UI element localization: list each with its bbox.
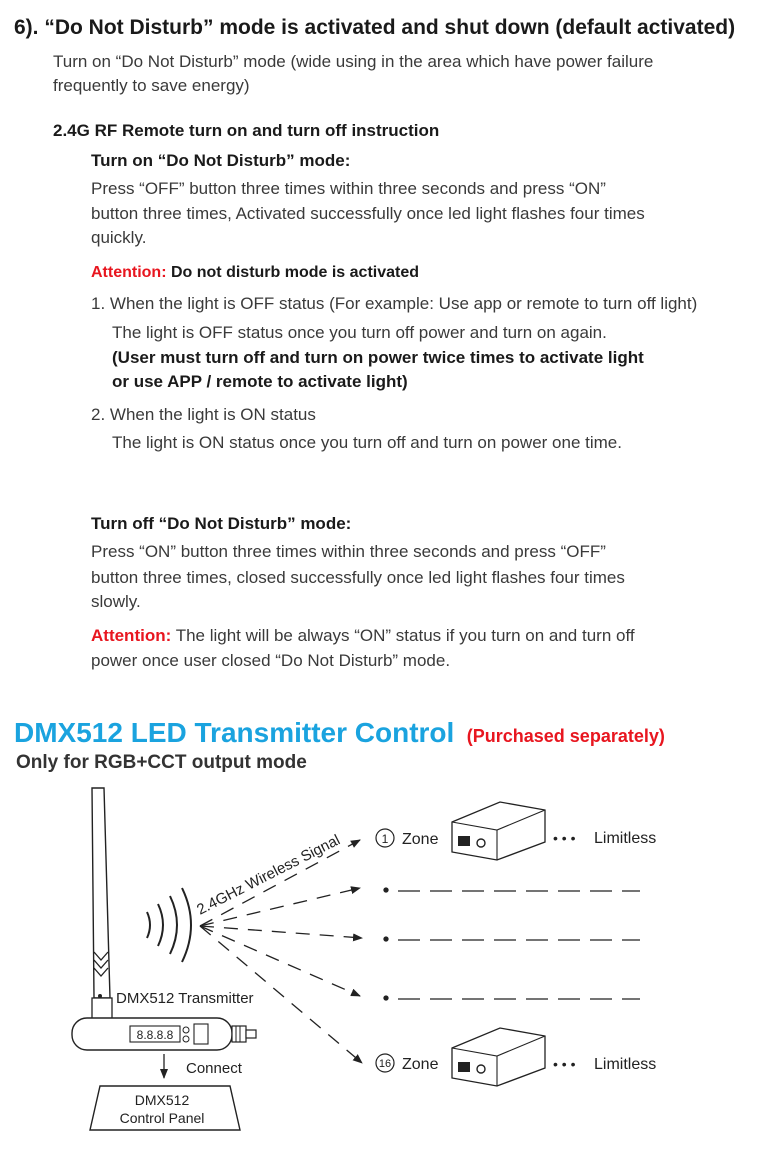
dmx-diagram: [0, 780, 757, 1155]
turn-on-line-2: button three times, Activated successfully once led light flashes four times: [91, 204, 645, 223]
receiver-box-icon: [452, 1028, 545, 1086]
zone-1-number: 1: [381, 832, 389, 846]
connect-label: Connect: [186, 1060, 242, 1077]
item-2-line-2: The light is ON status once you turn off and turn on power one time.: [112, 433, 622, 452]
rf-heading: 2.4G RF Remote turn on and turn off instruction: [53, 121, 440, 140]
turn-off-heading: Turn off “Do Not Disturb” mode:: [91, 514, 352, 533]
signal-label: 2.4GHz Wireless Signal: [194, 831, 343, 919]
intro-line-1: Turn on “Do Not Disturb” mode (wide using in the area which have power failure: [53, 52, 654, 71]
zone-placeholders: [384, 888, 640, 1000]
attention-2-line-1: The light will be always “ON” status if you turn on and turn off: [175, 626, 635, 645]
turn-off-line-3: slowly.: [91, 592, 141, 611]
attention-label: Attention:: [91, 626, 172, 645]
zone-16-number: 16: [378, 1058, 392, 1070]
turn-off-line-1: Press “ON” button three times within three seconds and press “OFF”: [91, 542, 606, 561]
intro-line-2: frequently to save energy): [53, 76, 250, 95]
turn-on-heading: Turn on “Do Not Disturb” mode:: [91, 151, 351, 170]
item-1-bold-1: (User must turn off and turn on power twice times to activate light: [112, 348, 644, 367]
transmitter-label: DMX512 Transmitter: [116, 990, 254, 1007]
transmitter-display: 8.8.8.8: [136, 1028, 174, 1042]
dots-1: • • •: [553, 830, 576, 846]
panel-line-2: Control Panel: [119, 1110, 205, 1126]
attention-1-text: Do not disturb mode is activated: [170, 264, 420, 281]
zone-16-label: Zone: [402, 1056, 439, 1073]
panel-line-1: DMX512: [134, 1092, 190, 1108]
limitless-16: Limitless: [594, 1056, 657, 1073]
antenna-icon: [92, 788, 112, 1022]
item-2-line-1: 2. When the light is ON status: [91, 405, 316, 424]
attention-1: [91, 264, 419, 282]
dmx-title-row: [14, 717, 665, 749]
item-1-line-2: The light is OFF status once you turn off power and turn on again.: [112, 323, 607, 342]
zone-1-label: Zone: [402, 831, 439, 848]
section-heading: 6). “Do Not Disturb” mode is activated and shut down (default activated): [14, 16, 736, 39]
attention-2-line-2: power once user closed “Do Not Disturb” mode.: [91, 651, 451, 670]
turn-off-line-2: button three times, closed successfully once led light flashes four times: [91, 568, 625, 587]
attention-label: Attention:: [91, 264, 167, 281]
dmx-title: DMX512 LED Transmitter Control: [14, 717, 455, 748]
transmitter-device-icon: [72, 1018, 256, 1050]
limitless-1: Limitless: [594, 830, 657, 847]
attention-2: [91, 626, 635, 646]
purchased-note: (Purchased separately): [466, 726, 665, 746]
turn-on-line-1: Press “OFF” button three times within three seconds and press “ON”: [91, 179, 606, 198]
turn-on-line-3: quickly.: [91, 228, 147, 247]
control-panel-icon: [90, 1086, 240, 1130]
zone-16: [376, 1054, 439, 1073]
item-1-bold-2: or use APP / remote to activate light): [112, 372, 408, 391]
dots-16: • • •: [553, 1056, 576, 1072]
item-1-line-1: 1. When the light is OFF status (For example: Use app or remote to turn off light): [91, 294, 698, 313]
signal-waves-icon: [147, 888, 191, 962]
zone-1: [376, 829, 439, 848]
dmx-subtitle: Only for RGB+CCT output mode: [16, 752, 307, 773]
receiver-box-icon: [452, 802, 545, 860]
